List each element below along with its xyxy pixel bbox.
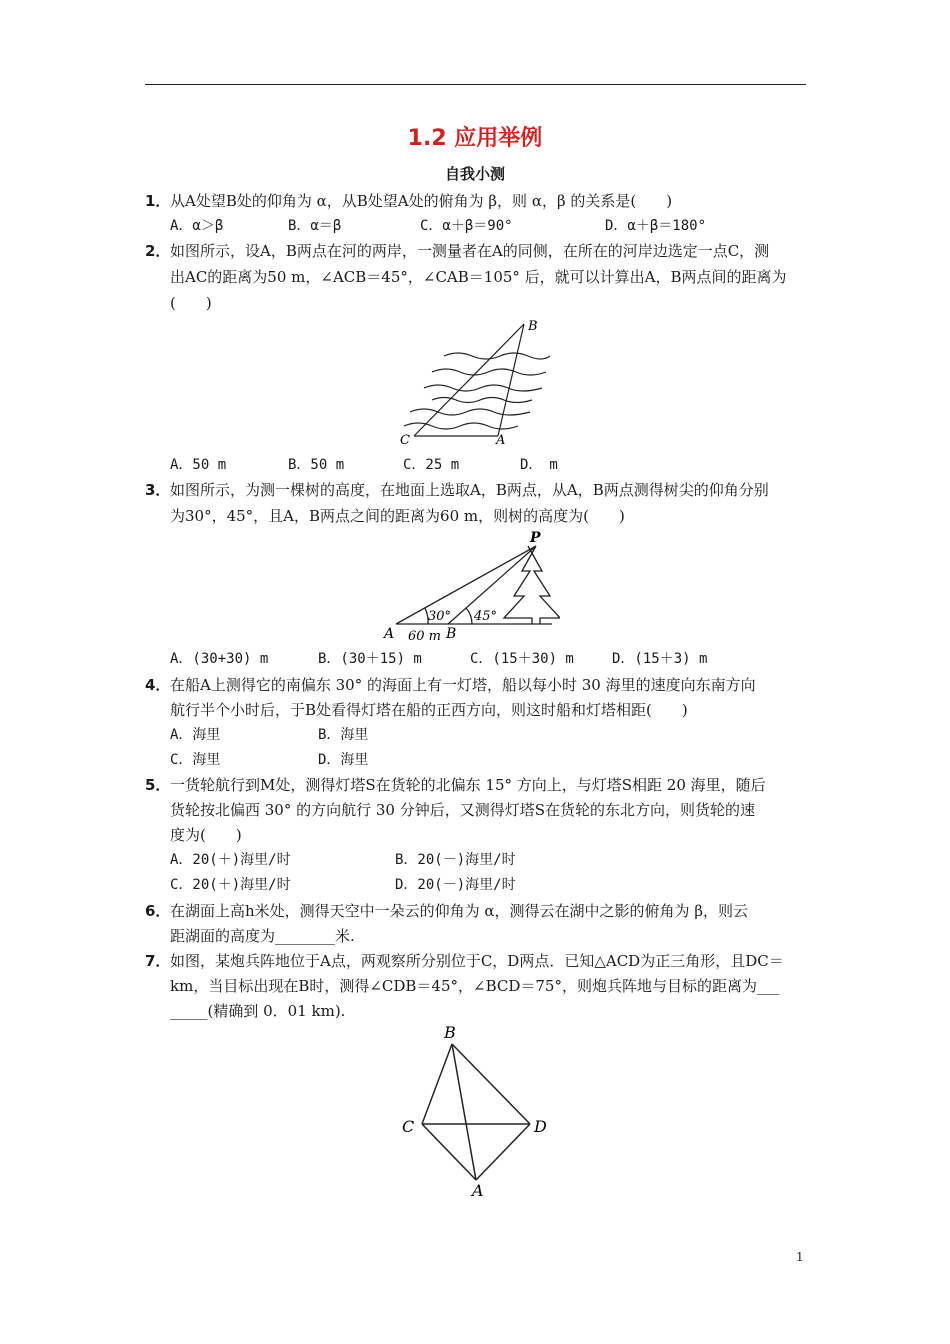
question-number: 7． bbox=[145, 952, 171, 970]
question-number: 5． bbox=[145, 776, 171, 794]
question-line: km，当目标出现在B时，测得∠CDB＝45°，∠BCD＝75°，则炮兵阵地与目标的距离为___ bbox=[170, 977, 780, 995]
question-line: 如图所示，设A，B两点在河的两岸，一测量者在A的同侧，在所在的河岸边选定一点C，测 bbox=[170, 242, 770, 260]
section-subtitle: 自我小测 bbox=[444, 165, 505, 183]
question-line: 出AC的距离为50 m，∠ACB＝45°，∠CAB＝105° 后，就可以计算出A，B两点间的距离为 bbox=[170, 268, 787, 286]
angle-30: 30° bbox=[428, 609, 452, 624]
question-number: 4． bbox=[145, 676, 171, 694]
question-line: 航行半个小时后，于B处看得灯塔在船的正西方向，则这时船和灯塔相距( ) bbox=[170, 701, 688, 719]
question-line: 一货轮航行到M处，测得灯塔S在货轮的北偏东 15° 方向上，与灯塔S相距 20 海里，随后 bbox=[170, 776, 766, 794]
option-b: B．20(－)海里/时 bbox=[395, 852, 516, 868]
option-c: C．25 m bbox=[403, 457, 460, 473]
page-number: 1 bbox=[796, 1250, 804, 1264]
angle-45: 45° bbox=[474, 609, 498, 624]
triangle-figure bbox=[398, 1020, 558, 1202]
option-b: B．α＝β bbox=[288, 218, 342, 234]
option-a: A．50 m bbox=[170, 457, 227, 473]
label-a: A bbox=[496, 433, 506, 448]
question-stem: 从A处望B处的仰角为 α，从B处望A处的俯角为 β，则 α，β 的关系是( ) bbox=[170, 192, 673, 210]
question-line: 在湖面上高h米处，测得天空中一朵云的仰角为 α，测得云在湖中之影的俯角为 β，则云 bbox=[170, 902, 749, 920]
river-figure bbox=[396, 314, 556, 450]
question-line: 为30°，45°，且A，B两点之间的距离为60 m，则树的高度为( ) bbox=[170, 507, 625, 525]
distance-label: 60 m bbox=[408, 629, 442, 644]
header-rule bbox=[145, 84, 806, 85]
tree-figure bbox=[380, 526, 560, 644]
question-number: 6． bbox=[145, 902, 171, 920]
question-number: 3． bbox=[145, 481, 171, 499]
option-c: C．20(＋)海里/时 bbox=[170, 877, 291, 893]
question-line: 如图所示，为测一棵树的高度，在地面上选取A，B两点，从A，B两点测得树尖的仰角分别 bbox=[170, 481, 769, 499]
option-d: D．(15＋3) m bbox=[612, 651, 708, 667]
label-p: P bbox=[530, 530, 541, 546]
question-line: _____(精确到 0．01 km). bbox=[170, 1002, 346, 1020]
label-a: A bbox=[472, 1181, 484, 1200]
option-d: D．α＋β＝180° bbox=[605, 218, 707, 234]
label-c: C bbox=[402, 1117, 415, 1136]
question-number: 2． bbox=[145, 242, 171, 260]
label-b: B bbox=[528, 319, 538, 334]
option-a: A．20(＋)海里/时 bbox=[170, 852, 291, 868]
question-line: ( ) bbox=[170, 294, 212, 312]
option-a: A．海里 bbox=[170, 727, 221, 743]
label-b: B bbox=[444, 1023, 456, 1042]
question-line: 度为( ) bbox=[170, 826, 242, 844]
option-b: B．海里 bbox=[318, 727, 369, 743]
label-b: B bbox=[446, 626, 457, 642]
option-d: D． m bbox=[520, 457, 558, 473]
page-title: 1.2 应用举例 bbox=[407, 126, 543, 151]
option-c: C．α＋β＝90° bbox=[420, 218, 513, 234]
option-c: C．(15＋30) m bbox=[470, 651, 574, 667]
option-a: A．α＞β bbox=[170, 218, 224, 234]
question-line: 如图，某炮兵阵地位于A点，两观察所分别位于C，D两点．已知△ACD为正三角形，且DC＝ bbox=[170, 952, 784, 970]
option-a: A．(30+30) m bbox=[170, 651, 269, 667]
option-b: B．(30＋15) m bbox=[318, 651, 422, 667]
option-c: C．海里 bbox=[170, 752, 221, 768]
question-line: 货轮按北偏西 30° 的方向航行 30 分钟后，又测得灯塔S在货轮的东北方向，则货轮的速 bbox=[170, 801, 756, 819]
question-line: 在船A上测得它的南偏东 30° 的海面上有一灯塔，船以每小时 30 海里的速度向东南方向 bbox=[170, 676, 756, 694]
label-d: D bbox=[534, 1117, 547, 1136]
question-line: 距湖面的高度为________米. bbox=[170, 927, 355, 945]
label-c: C bbox=[400, 433, 410, 448]
label-a: A bbox=[384, 626, 395, 642]
option-d: D．20(－)海里/时 bbox=[395, 877, 516, 893]
question-number: 1． bbox=[145, 192, 171, 210]
option-b: B．50 m bbox=[288, 457, 345, 473]
option-d: D．海里 bbox=[318, 752, 369, 768]
